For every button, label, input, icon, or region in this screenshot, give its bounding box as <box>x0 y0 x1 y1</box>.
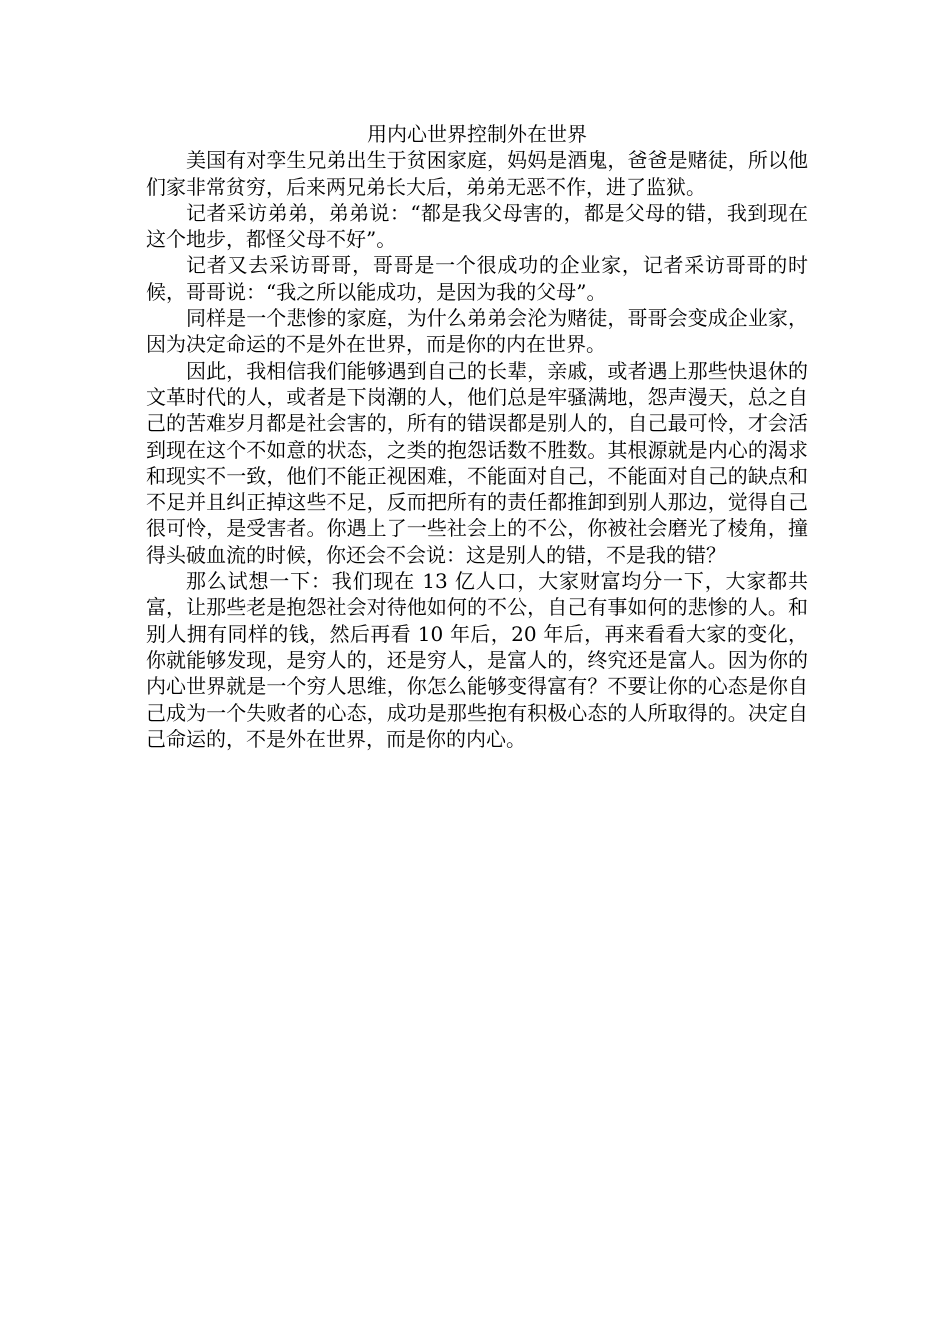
paragraph-conclusion: 那么试想一下：我们现在 13 亿人口，大家财富均分一下，大家都共富，让那些老是抱怨社会对待他如何的不公，自己有事如何的悲惨的人。和别人拥有同样的钱，然后再看 10 年后，20 年后，再来看看大家的变化，你就能够发现，是穷人的，还是穷人，是富人的，终究还是富人。因为你的内心世界就是一个穷人思维，你怎么能够变得富有？不要让你的心态是你自己成为一个失败者的心态，成功是那些抱有积极心态的人所取得的。决定自己命运的，不是外在世界，而是你的内心。 <box>146 569 808 751</box>
paragraph-older-brother-interview: 记者又去采访哥哥，哥哥是一个很成功的企业家，记者采访哥哥的时候，哥哥说：“我之所以能成功，是因为我的父母”。 <box>146 253 808 304</box>
document-page <box>146 121 808 752</box>
document-title: 用内心世界控制外在世界 <box>367 122 587 146</box>
paragraph-complaints: 因此，我相信我们能够遇到自己的长辈，亲戚，或者遇上那些快退休的文革时代的人，或者是下岗潮的人，他们总是牢骚满地，怨声漫天，总之自己的苦难岁月都是社会害的，所有的错误都是别人的，自己最可怜，才会活到现在这个不如意的状态，之类的抱怨话数不胜数。其根源就是内心的渴求和现实不一致，他们不能正视困难，不能面对自己，不能面对自己的缺点和不足并且纠正掉这些不足，反而把所有的责任都推卸到别人那边，觉得自己很可怜，是受害者。你遇上了一些社会上的不公，你被社会磨光了棱角，撞得头破血流的时候，你还会不会说：这是别人的错，不是我的错？ <box>146 358 808 567</box>
paragraph-inner-world: 同样是一个悲惨的家庭，为什么弟弟会沦为赌徒，哥哥会变成企业家，因为决定命运的不是外在世界，而是你的内在世界。 <box>146 306 808 357</box>
paragraph-younger-brother-interview: 记者采访弟弟，弟弟说：“都是我父母害的，都是父母的错，我到现在这个地步，都怪父母不好”。 <box>146 200 808 252</box>
paragraph-twin-brothers-intro: 美国有对孪生兄弟出生于贫困家庭，妈妈是酒鬼，爸爸是赌徒，所以他们家非常贫穷，后来两兄弟长大后，弟弟无恶不作，进了监狱。 <box>146 148 808 199</box>
